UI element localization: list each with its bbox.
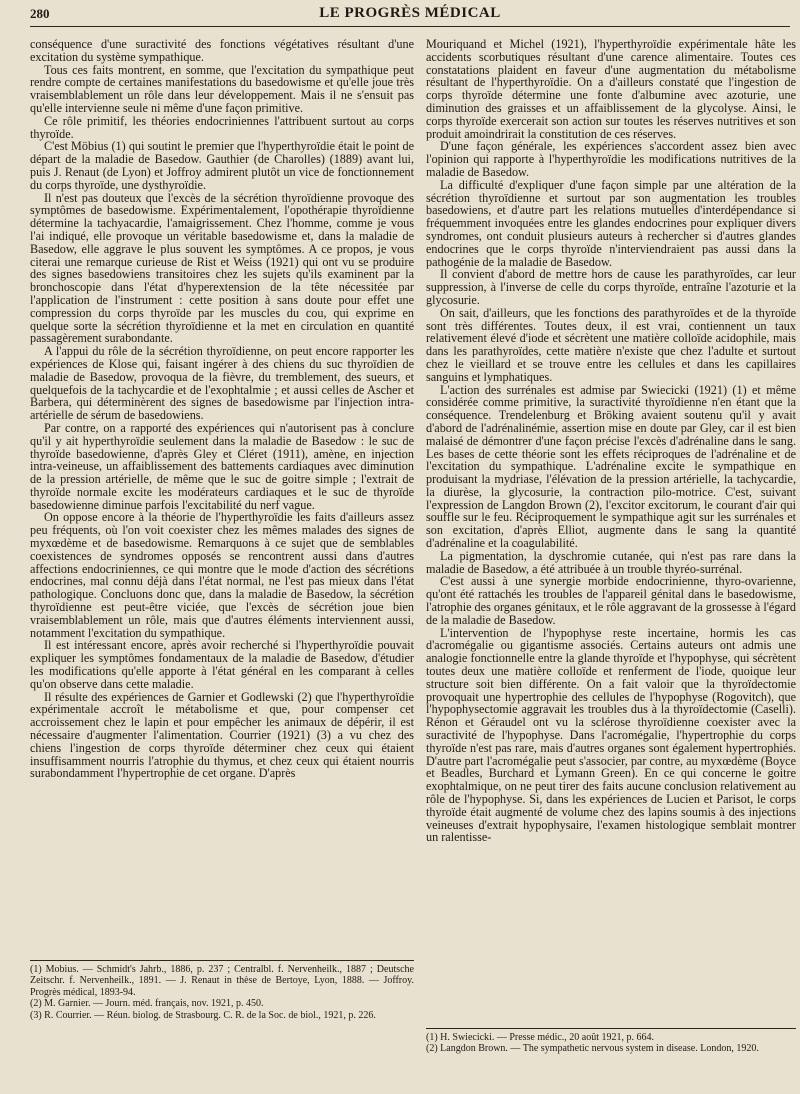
left-column-body bbox=[30, 38, 414, 938]
page-header bbox=[30, 4, 790, 26]
paragraph: On sait, d'ailleurs, que les fonctions des parathyroïdes et de la thyroïde sont très différentes. Toutes deux, il est vrai, contiennent un taux relativement élevé d'iode et sécrètent une matière colloïde acidophile, mais dans les parathyroïdes, cette matière n'existe que chez l'adulte et surtout chez le vieillard et se trouve entre les cellules et dans les capillaires sanguins et lymphatiques. bbox=[426, 305, 796, 384]
page-number: 280 bbox=[30, 6, 50, 21]
paragraph: Tous ces faits montrent, en somme, que l'excitation du sympathique peut rendre compte de certaines manifestations du basedowisme et qu'elle joue très vraisemblablement un rôle dans leur développement. Mais il ne s'ensuit pas qu'elle intervienne seule ni même d'une façon primitive. bbox=[30, 62, 414, 115]
right-column-body bbox=[426, 38, 796, 1020]
paragraph: Il est intéressant encore, après avoir recherché si l'hyperthyroïdie pouvait expliquer les symptômes fondamentaux de la maladie de Basedow, d'étudier les modifications qu'elle apporte à l'état général en les comparant à celles qu'on observe dans cette maladie. bbox=[30, 638, 414, 691]
left-column bbox=[30, 38, 414, 1084]
paragraph: C'est Möbius (1) qui soutint le premier que l'hyperthyroïdie était le point de départ de la maladie de Basedow. Gauthier (de Charolles) (1889) avant lui, puis J. Renaut (de Lyon) et Joffroy admirent plutôt un vice de fonctionnement du corps thyroïde, une dysthyroïdie. bbox=[30, 139, 414, 192]
left-footnotes bbox=[30, 960, 414, 1084]
paragraph: Par contre, on a rapporté des expériences qui n'autorisent pas à conclure qu'il y ait hyperthyroïdie seulement dans la maladie de Basedow : le suc de thyroïde basedowienne, d'après Gley et Cléret (1911), amène, en injection intra-veineuse, un affaiblissement des battements cardiaques avec diminution de la pression artérielle, de même que le suc de goitre simple ; l'extrait de thyroïde normale excite les modérateurs cardiaques et le suc de thyroïde basedowienne diminue parfois l'excitabilité du nerf vague. bbox=[30, 420, 414, 512]
footnote: (1) H. Swiecicki. — Presse médic., 20 août 1921, p. 664. bbox=[426, 1032, 655, 1043]
journal-title: LE PROGRÈS MÉDICAL bbox=[319, 5, 501, 21]
paragraph: Il n'est pas douteux que l'excès de la sécrétion thyroïdienne provoque des symptômes de basedowisme. Expérimentalement, l'opothérapie thyroïdienne détermine la tachyacardie, l'amaigrissement. Chez l'homme, comme je vous l'ai indiqué, elle provoque un véritable basedowisme et, dans la maladie de Basedow, elle aggrave le plus souvent les symptômes. A ce propos, je vous citerai une remarque curieuse de Rist et Weiss (1921) qui ont vu se produire des signes basedowiens transitoires chez les sujets qu'ils examinent par la bronchoscopie dans l'état d'hyperextension de la tête nécessitée par l'application de l'instrument : cette position à sans doute pour effet une compression du corps thyroïde par les muscles du cou, qui exprime en quelque sorte la sécrétion thyroïdienne et la met en circulation en quantité passagèrement surabondante. bbox=[30, 190, 414, 346]
paragraph: C'est aussi à une synergie morbide endocrinienne, thyro-ovarienne, qu'ont été rattachés les troubles de l'appareil génital dans le basedowisme, l'atrophie des organes génitaux, et le rôle aggravant de la grossesse à l'égard de la maladie de Basedow. bbox=[426, 574, 796, 627]
paragraph: Il convient d'abord de mettre hors de cause les parathyroïdes, car leur suppression, à l'inverse de celle du corps thyroïde, entraîne l'azoturie et la glycosurie. bbox=[426, 267, 796, 307]
paragraph: A l'appui du rôle de la sécrétion thyroïdienne, on peut encore rapporter les expériences de Klose qui, faisant ingérer à des chiens du suc thyroïdien de maladie de Basedow, provoqua de la fièvre, du tremblement, des sueurs, et quelquefois de la tachycardie et de l'exophtalmie ; et aussi celles de Ascher et Barbera, qui déterminèrent des signes de basedowisme par l'injection intra-artérielle de sérum de basedowiens. bbox=[30, 344, 414, 423]
paragraph: Mouriquand et Michel (1921), l'hyperthyroïdie expérimentale hâte les accidents scorbutiques résultant d'une carence alimentaire. Toutes ces constatations plaident en faveur d'une augmentation du métabolisme résultant de l'hyperthyroïdie. On a d'ailleurs constaté que l'ingestion de corps thyroïde détermine une fonte d'albumine avec azoturie, une diminution des graisses et un affaiblissement de la glycolyse. Ainsi, le corps thyroïde exercerait son action sur toutes les réserves nutritives et son produit amoindrirait la constitution de ces réserves. bbox=[426, 38, 796, 141]
paragraph: D'une façon générale, les expériences s'accordent assez bien avec l'opinion qui rapporte à l'hyperthyroïdie les modifications nutritives de la maladie de Basedow. bbox=[426, 139, 796, 179]
paragraph: Ce rôle primitif, les théories endocriniennes l'attribuent surtout au corps thyroïde. bbox=[30, 113, 414, 141]
paragraph: conséquence d'une suractivité des fonctions végétatives résultant d'une excitation du système sympathique. bbox=[30, 38, 414, 64]
header-rule bbox=[30, 26, 790, 27]
footnote: (1) Mobius. — Schmidt's Jahrb., 1886, p. 237 ; Centralbl. f. Nervenheilk., 1887 ; Deutsche Zeitschr. f. Nervenheilk., 1891. — J. Renaut in thèse de Bertoye, Lyon, 1888. — Joffroy. Progrès médical, 1893-94. bbox=[30, 964, 414, 998]
right-footnotes bbox=[426, 1028, 796, 1084]
paragraph: L'action des surrénales est admise par Swiecicki (1921) (1) et même considérée comme primitive, la suractivité thyroïdienne n'en étant que la conséquence. Trendelenburg et Bröking avaient soutenu qu'il y avait d'abord de l'adrénalinémie, assertion mise en doute par Gley, car il est bien malaisé de démontrer d'une façon précise l'excès d'adrénaline dans le sang. Les bases de cette théorie sont les effets réciproques de l'adrénaline et de l'excitation du sympathique. L'adrénaline excite le sympathique en produisant la mydriase, l'élévation de la pression artérielle, la tachycardie, la diurèse, la glycosurie, la contraction pilo-motrice. C'est, suivant l'expression de Langdon Brown (2), l'excitor excitorum, le courant d'air qui souffle sur le feu. Réciproquement le sympathique agit sur les surrénales et son excitation, d'après Elliot, augmente dans le sang la quantité d'adrénaline et la coagulabilité. bbox=[426, 382, 796, 551]
footnote: (2) Langdon Brown. — The sympathetic nervous system in disease. London, 1920. bbox=[426, 1043, 759, 1055]
paragraph: On oppose encore à la théorie de l'hyperthyroïdie les faits d'ailleurs assez peu fréquents, où l'on voit coexister chez les mêmes malades des signes de myxœdème et de basedowisme. Remarquons à ce sujet que de semblables coexistences de syndromes opposés se rencontrent aussi dans d'autres affections endocriniennes, ce qui montre que le mode d'action des sécrétions endocrines, mal connu déjà dans l'état normal, ne l'est pas mieux dans l'état pathologique. Concluons donc que, dans la maladie de Basedow, la sécrétion thyroïdienne est peut-être viciée, que l'excès de sécrétion joue bien vraisemblablement un rôle, mais que d'autres éléments interviennent aussi, notamment l'excitation du sympathique. bbox=[30, 510, 414, 640]
footnote: (2) M. Garnier. — Journ. méd. français, nov. 1921, p. 450. bbox=[30, 998, 264, 1010]
paragraph: La difficulté d'expliquer d'une façon simple par une altération de la sécrétion thyroïdienne et surtout par son augmentation les troubles basedowiens, et d'autre part les relations mutuelles d'interdépendance si fréquemment invoquées entre les glandes endocrines pour expliquer divers syndromes, ont conduit plusieurs auteurs à rechercher si d'autres glandes endocrines que le corps thyroïde n'interviendraient pas aussi dans la pathogénie de la maladie de Basedow. bbox=[426, 177, 796, 269]
paragraph: La pigmentation, la dyschromie cutanée, qui n'est pas rare dans la maladie de Basedow, a été attribuée à un trouble thyréo-surrénal. bbox=[426, 548, 796, 576]
paragraph: Il résulte des expériences de Garnier et Godlewski (2) que l'hyperthyroïdie expérimentale accroît le métabolisme et que, pour compenser cet accroissement chez le lapin et pour empêcher les animaux de dépérir, il est nécessaire d'augmenter l'alimentation. Courrier (1921) (3) a vu chez des chiens l'ingestion de corps thyroïde déterminer chez ceux qui étaient insuffisamment nourris l'atrophie du thymus, et chez ceux qui étaient nourris surabondamment l'hypertrophie de cet organe. D'après bbox=[30, 689, 414, 781]
right-column bbox=[426, 38, 796, 1084]
paragraph: L'intervention de l'hypophyse reste incertaine, hormis les cas d'acromégalie ou gigantisme associés. Certains auteurs ont admis une analogie fonctionnelle entre la glande thyroïde et l'hypophyse, qui sécrètent toutes deux une matière colloïde et renferment de l'iode, quoique leur structure soit bien différente. On a fait valoir que la thyroïdectomie provoquait une hypertrophie des cellules de l'hypophyse (Rogovitch), que l'hypophysectomie aggravait les troubles dus à la thyroïdectomie (Caselli). Rénon et Géraudel ont vu la sclérose thyroïdienne coexister avec la suractivité de l'hypophyse. Dans l'acromégalie, l'hypertrophie du corps thyroïde n'est pas rare, mais d'autres organes sont également hypertrophiés. D'autre part l'acromégalie peut s'associer, par contre, au myxœdème (Boyce et Beadles, Burchard et Lymann Green). En ce qui concerne le goitre exophtalmique, on ne peut tirer des faits aucune conclusion relativement au rôle de l'hypophyse. Si, dans les expériences de Lucien et Parisot, le corps thyroïde était augmenté de volume chez des lapins soumis à des injections veineuses d'extrait hypophysaire, l'examen histologique semblait montrer un ralentisse- bbox=[426, 625, 796, 845]
footnote: (3) R. Courrier. — Réun. biolog. de Strasbourg. C. R. de la Soc. de biol., 1921, p. 226. bbox=[30, 1009, 376, 1021]
